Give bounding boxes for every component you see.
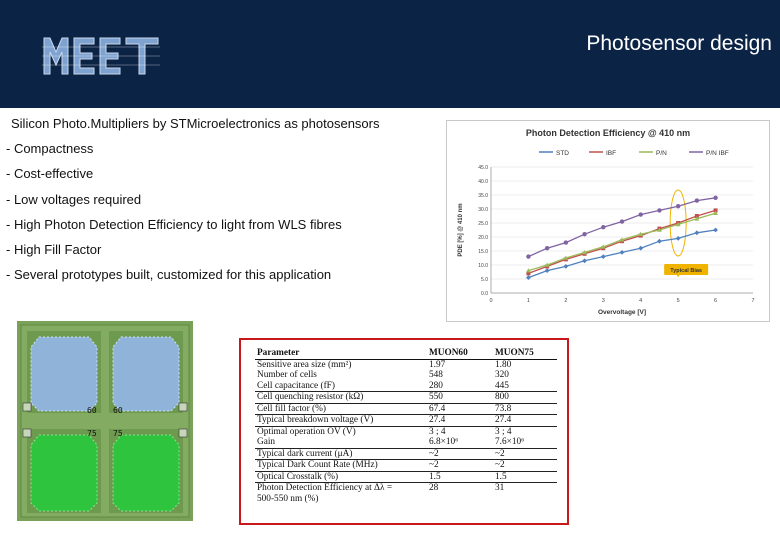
table-cell: 550 [427, 392, 493, 404]
chip-label: 75 [87, 429, 97, 438]
data-point [713, 228, 718, 233]
y-tick-label: 45.0 [478, 165, 488, 171]
table-row [255, 403, 557, 415]
table-cell: 28 [429, 483, 439, 494]
chip-quadrant-green [27, 429, 101, 513]
meet-logo [40, 32, 164, 80]
table-row [255, 370, 557, 381]
table-row [255, 483, 557, 494]
table-row [255, 415, 557, 427]
table-cell: Number of cells [257, 370, 317, 381]
table-cell [427, 494, 493, 505]
data-point [713, 196, 717, 200]
table-cell: Typical dark current (μA) [255, 448, 427, 460]
x-axis-label: Overvoltage [V] [597, 309, 647, 316]
table-cell: 445 [493, 381, 557, 392]
spec-table [255, 348, 557, 504]
y-tick-label: 35.0 [478, 193, 488, 199]
table-header-row [255, 348, 557, 359]
data-point [564, 240, 568, 244]
y-tick-label: 10.0 [478, 263, 488, 269]
table-row [255, 437, 557, 448]
sipm-chip-photo [17, 321, 193, 521]
data-point [526, 254, 530, 258]
pde-chart-svg [447, 121, 769, 321]
table-row [255, 448, 557, 460]
table-cell: 73.8 [493, 403, 557, 415]
data-point [676, 204, 680, 208]
x-tick-label: 5 [676, 298, 680, 304]
list-item: - High Fill Factor [6, 242, 102, 258]
legend-label: IBF [606, 150, 617, 157]
table-cell [493, 494, 557, 505]
table-cell: Sensitive area size (mm²) [257, 359, 352, 370]
y-tick-label: 25.0 [478, 221, 488, 227]
table-cell: 1.80 [495, 359, 512, 370]
list-item: - Low voltages required [6, 191, 142, 207]
list-item: - Cost-effective [6, 166, 94, 182]
table-cell: 500-550 nm (%) [257, 493, 319, 504]
list-item: - Several prototypes built, customized for this application [6, 267, 332, 283]
table-cell: 548 [429, 370, 443, 381]
section-subtitle: Silicon Photo.Multipliers by STMicroelectronics as photosensors [11, 116, 380, 131]
table-cell: Photon Detection Efficiency at Δλ = [257, 483, 393, 494]
table-row [255, 359, 557, 370]
data-point [657, 208, 661, 212]
table-header-cell: MUON75 [493, 348, 557, 359]
y-tick-label: 5.0 [481, 277, 488, 283]
table-cell: 3 ; 4 [495, 426, 512, 437]
slide-title: Photosensor design [586, 32, 772, 55]
table-row [255, 392, 557, 404]
table-cell: Cell capacitance (fF) [255, 381, 427, 392]
table-row [255, 460, 557, 472]
data-point [601, 254, 606, 259]
table-header-cell: MUON60 [427, 348, 493, 359]
table-cell: 800 [493, 392, 557, 404]
table-row [255, 494, 557, 505]
table-cell: Optimal operation OV (V) [257, 426, 356, 437]
legend-label: STD [556, 150, 569, 157]
table-cell: 31 [495, 483, 505, 494]
data-point [545, 246, 549, 250]
table-cell: 1.97 [429, 359, 446, 370]
table-cell: 280 [427, 381, 493, 392]
table-cell: 7.6×10⁶ [493, 437, 557, 448]
y-tick-label: 0.0 [481, 291, 488, 297]
x-tick-label: 3 [601, 298, 605, 304]
table-cell: 320 [495, 370, 509, 381]
table-cell: 1.5 [493, 471, 557, 483]
table-cell: Cell quenching resistor (kΩ) [255, 392, 427, 404]
list-item: - High Photon Detection Efficiency to light from WLS fibres [6, 216, 342, 232]
chip-label: 75 [113, 429, 123, 438]
table-cell: 67.4 [427, 403, 493, 415]
x-tick-label: 6 [714, 298, 718, 304]
data-point [601, 225, 605, 229]
table-cell: Typical Dark Count Rate (MHz) [255, 460, 427, 472]
table-cell: 6.8×10⁶ [427, 437, 493, 448]
table-row [255, 381, 557, 392]
data-point [639, 212, 643, 216]
table-cell: Gain [255, 437, 427, 448]
table-cell: Optical Crosstalk (%) [255, 471, 427, 483]
table-row [255, 426, 557, 437]
y-tick-label: 20.0 [478, 235, 488, 241]
chip-label: 60 [113, 406, 123, 415]
x-tick-label: 2 [564, 298, 568, 304]
table-cell: 3 ; 4 [429, 426, 446, 437]
legend-label: P/N [656, 150, 667, 157]
spec-table-frame [239, 338, 569, 525]
chip-quadrant-blue [109, 331, 183, 413]
annotation-label: Typical Bias [670, 268, 702, 274]
table-header-cell: Parameter [255, 348, 427, 359]
table-cell: ~2 [427, 460, 493, 472]
table-cell: 27.4 [427, 415, 493, 427]
x-tick-label: 1 [526, 298, 530, 304]
table-cell: ~2 [493, 460, 557, 472]
chip-quadrant-blue [27, 331, 101, 413]
data-point [582, 258, 587, 263]
data-point [694, 230, 699, 235]
legend-label: P/N IBF [706, 150, 729, 157]
data-point [638, 246, 643, 251]
table-cell: 1.5 [427, 471, 493, 483]
data-point [545, 268, 550, 273]
x-tick-label: 4 [639, 298, 643, 304]
pde-chart [446, 120, 770, 322]
header-bar [0, 0, 780, 108]
table-cell: 27.4 [493, 415, 557, 427]
y-tick-label: 40.0 [478, 179, 488, 185]
chip-label: 60 [87, 406, 97, 415]
data-point [657, 239, 662, 244]
data-point [582, 232, 586, 236]
list-item: - Compactness [6, 141, 94, 156]
table-cell: ~2 [493, 448, 557, 460]
y-tick-label: 15.0 [478, 249, 488, 255]
data-point [620, 219, 624, 223]
table-cell: Cell fill factor (%) [255, 403, 427, 415]
series-line [528, 198, 715, 257]
y-tick-label: 30.0 [478, 207, 488, 213]
x-tick-label: 7 [751, 298, 755, 304]
table-row [255, 471, 557, 483]
feature-list [6, 140, 342, 292]
data-point [695, 198, 699, 202]
y-axis-label: PDE [%] @ 410 nm [458, 203, 464, 257]
chip-quadrant-green [109, 429, 183, 513]
chart-title: Photon Detection Efficiency @ 410 nm [525, 128, 691, 138]
table-cell: ~2 [427, 448, 493, 460]
table-cell: Typical breakdown voltage (V) [255, 415, 427, 427]
x-tick-label: 0 [489, 298, 493, 304]
